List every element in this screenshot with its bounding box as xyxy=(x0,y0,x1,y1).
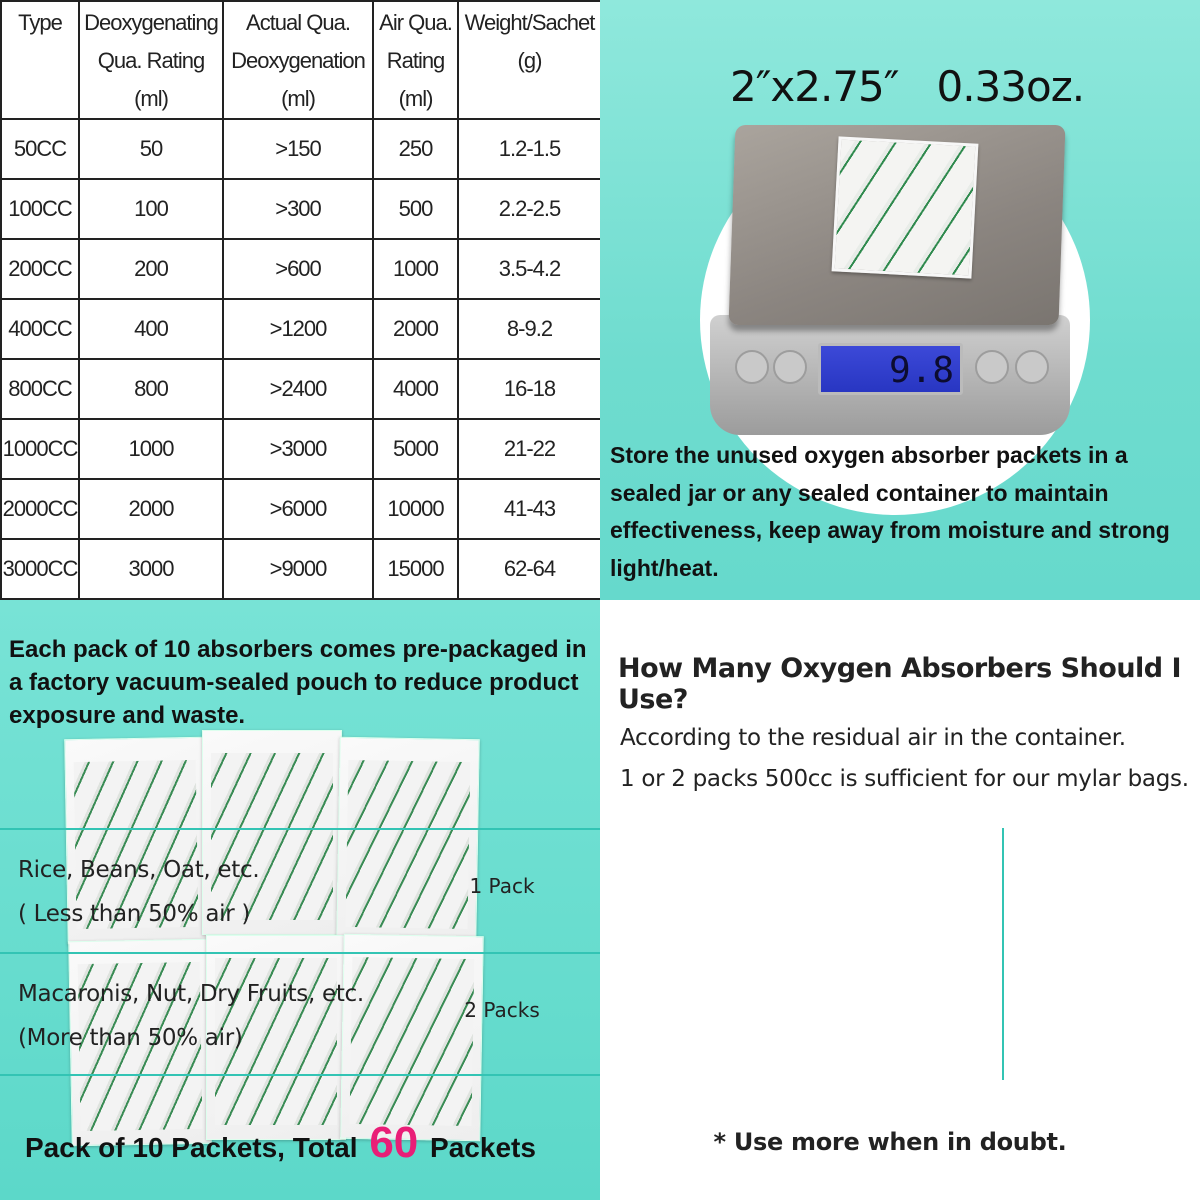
spec-table-cell: 800CC xyxy=(1,359,79,419)
header-line: Deoxygenating xyxy=(84,10,218,35)
usage-title: How Many Oxygen Absorbers Should I Use? xyxy=(618,653,1182,715)
packet-size-label xyxy=(730,62,1084,111)
spec-table-body xyxy=(1,119,601,599)
header-line: (ml) xyxy=(398,86,433,111)
spec-table-cell: 8-9.2 xyxy=(458,299,601,359)
total-packets-label xyxy=(25,1118,536,1168)
spec-table-header-row xyxy=(1,1,601,119)
spec-table-cell: 16-18 xyxy=(458,359,601,419)
header-actual-deoxygenation xyxy=(223,1,373,119)
pack-quantity: 1 Pack xyxy=(469,874,535,898)
usage-description-line: 1 or 2 packs 500cc is sufficient for our mylar bags. xyxy=(620,766,1189,792)
header-line: (ml) xyxy=(134,86,168,111)
header-line: Deoxygenation xyxy=(231,48,365,73)
air-amount: ( Less than 50% air ) xyxy=(18,901,251,927)
spec-table-row xyxy=(1,359,601,419)
header-line: (ml) xyxy=(281,86,315,111)
spec-table-cell: 800 xyxy=(79,359,223,419)
spec-table-cell: 62-64 xyxy=(458,539,601,599)
spec-table-cell: 400CC xyxy=(1,299,79,359)
spec-table-cell: 1.2-1.5 xyxy=(458,119,601,179)
spec-table-cell: 400 xyxy=(79,299,223,359)
spec-table-cell: 10000 xyxy=(373,479,458,539)
spec-table-cell: 250 xyxy=(373,119,458,179)
spec-table-cell: 100CC xyxy=(1,179,79,239)
spec-table-row xyxy=(1,179,601,239)
spec-table-cell: 3.5-4.2 xyxy=(458,239,601,299)
spec-table-cell: 500 xyxy=(373,179,458,239)
spec-table-row xyxy=(1,239,601,299)
header-line: Type xyxy=(18,10,62,35)
spec-table-cell: 50 xyxy=(79,119,223,179)
scale-button-icon xyxy=(975,350,1009,384)
spec-table-row xyxy=(1,419,601,479)
air-amount: (More than 50% air) xyxy=(18,1025,243,1051)
packaging-note: Each pack of 10 absorbers comes pre-packaged in a factory vacuum-sealed pouch to reduce product exposure and waste. xyxy=(9,636,587,729)
food-type-cell xyxy=(18,848,259,936)
spec-table-cell: 21-22 xyxy=(458,419,601,479)
spec-table-row xyxy=(1,479,601,539)
spec-table-cell: 50CC xyxy=(1,119,79,179)
spec-table-cell: 200CC xyxy=(1,239,79,299)
spec-table-cell: >3000 xyxy=(223,419,373,479)
spec-table-cell: >9000 xyxy=(223,539,373,599)
spec-table-cell: 3000CC xyxy=(1,539,79,599)
spec-table-cell: >300 xyxy=(223,179,373,239)
spec-table-row xyxy=(1,539,601,599)
spec-table-cell: 4000 xyxy=(373,359,458,419)
header-air-rating xyxy=(373,1,458,119)
spec-table-cell: 3000 xyxy=(79,539,223,599)
spec-table-cell: 2000CC xyxy=(1,479,79,539)
total-count: 60 xyxy=(369,1118,419,1167)
storage-instructions: Store the unused oxygen absorber packets in a sealed jar or any sealed container to maintain effectiveness, keep away from moisture and strong light/heat. xyxy=(610,442,1170,581)
spec-table-cell: 41-43 xyxy=(458,479,601,539)
oxygen-absorber-packet-image xyxy=(832,136,979,278)
scale-button-icon xyxy=(773,350,807,384)
pack-quantity: 2 Packs xyxy=(464,998,540,1022)
spec-table-cell: 200 xyxy=(79,239,223,299)
spec-table-cell: >600 xyxy=(223,239,373,299)
spec-table-cell: 2000 xyxy=(373,299,458,359)
spec-table-row xyxy=(1,119,601,179)
header-line: Weight/Sachet xyxy=(464,10,595,35)
food-type: Rice, Beans, Oat, etc. xyxy=(18,857,260,883)
packet-dimensions: 2″x2.75″ xyxy=(730,62,899,111)
spec-table-panel xyxy=(0,0,600,600)
food-type-cell xyxy=(18,972,364,1060)
scale-button-icon xyxy=(735,350,769,384)
header-weight-per-sachet xyxy=(458,1,601,119)
spec-table-cell: 1000 xyxy=(79,419,223,479)
spec-table-cell: 2.2-2.5 xyxy=(458,179,601,239)
header-type xyxy=(1,1,79,119)
scale-button-icon xyxy=(1015,350,1049,384)
packet-weight: 0.33oz. xyxy=(936,62,1085,111)
header-line: Air Qua. xyxy=(379,10,452,35)
header-line: (g) xyxy=(517,48,542,73)
usage-tip: * Use more when in doubt. xyxy=(713,1128,1067,1156)
spec-table-cell: 2000 xyxy=(79,479,223,539)
usage-description-line: According to the residual air in the container. xyxy=(620,725,1126,751)
usage-column-divider xyxy=(1002,828,1004,1080)
spec-table xyxy=(0,0,602,600)
scale-reading: 9.8 xyxy=(888,350,954,391)
spec-table-cell: 100 xyxy=(79,179,223,239)
spec-table-cell: >2400 xyxy=(223,359,373,419)
spec-table-cell: >6000 xyxy=(223,479,373,539)
spec-table-cell: 1000 xyxy=(373,239,458,299)
total-prefix: Pack of 10 Packets, Total xyxy=(25,1132,358,1163)
header-line: Qua. Rating xyxy=(97,48,205,73)
scale-display xyxy=(818,343,963,395)
header-deoxygenating-rating xyxy=(79,1,223,119)
total-suffix: Packets xyxy=(430,1132,536,1163)
spec-table-cell: >150 xyxy=(223,119,373,179)
usage-guide-panel xyxy=(600,600,1200,1200)
header-line: Actual Qua. xyxy=(246,10,350,35)
spec-table-cell: 1000CC xyxy=(1,419,79,479)
header-line: Rating xyxy=(386,48,445,73)
spec-table-row xyxy=(1,299,601,359)
spec-table-cell: 5000 xyxy=(373,419,458,479)
spec-table-cell: 15000 xyxy=(373,539,458,599)
usage-row xyxy=(0,952,600,1076)
spec-table-cell: >1200 xyxy=(223,299,373,359)
scale-panel xyxy=(600,0,1200,600)
usage-description xyxy=(620,718,1189,800)
usage-row xyxy=(0,828,600,952)
food-type: Macaronis, Nut, Dry Fruits, etc. xyxy=(18,981,364,1007)
